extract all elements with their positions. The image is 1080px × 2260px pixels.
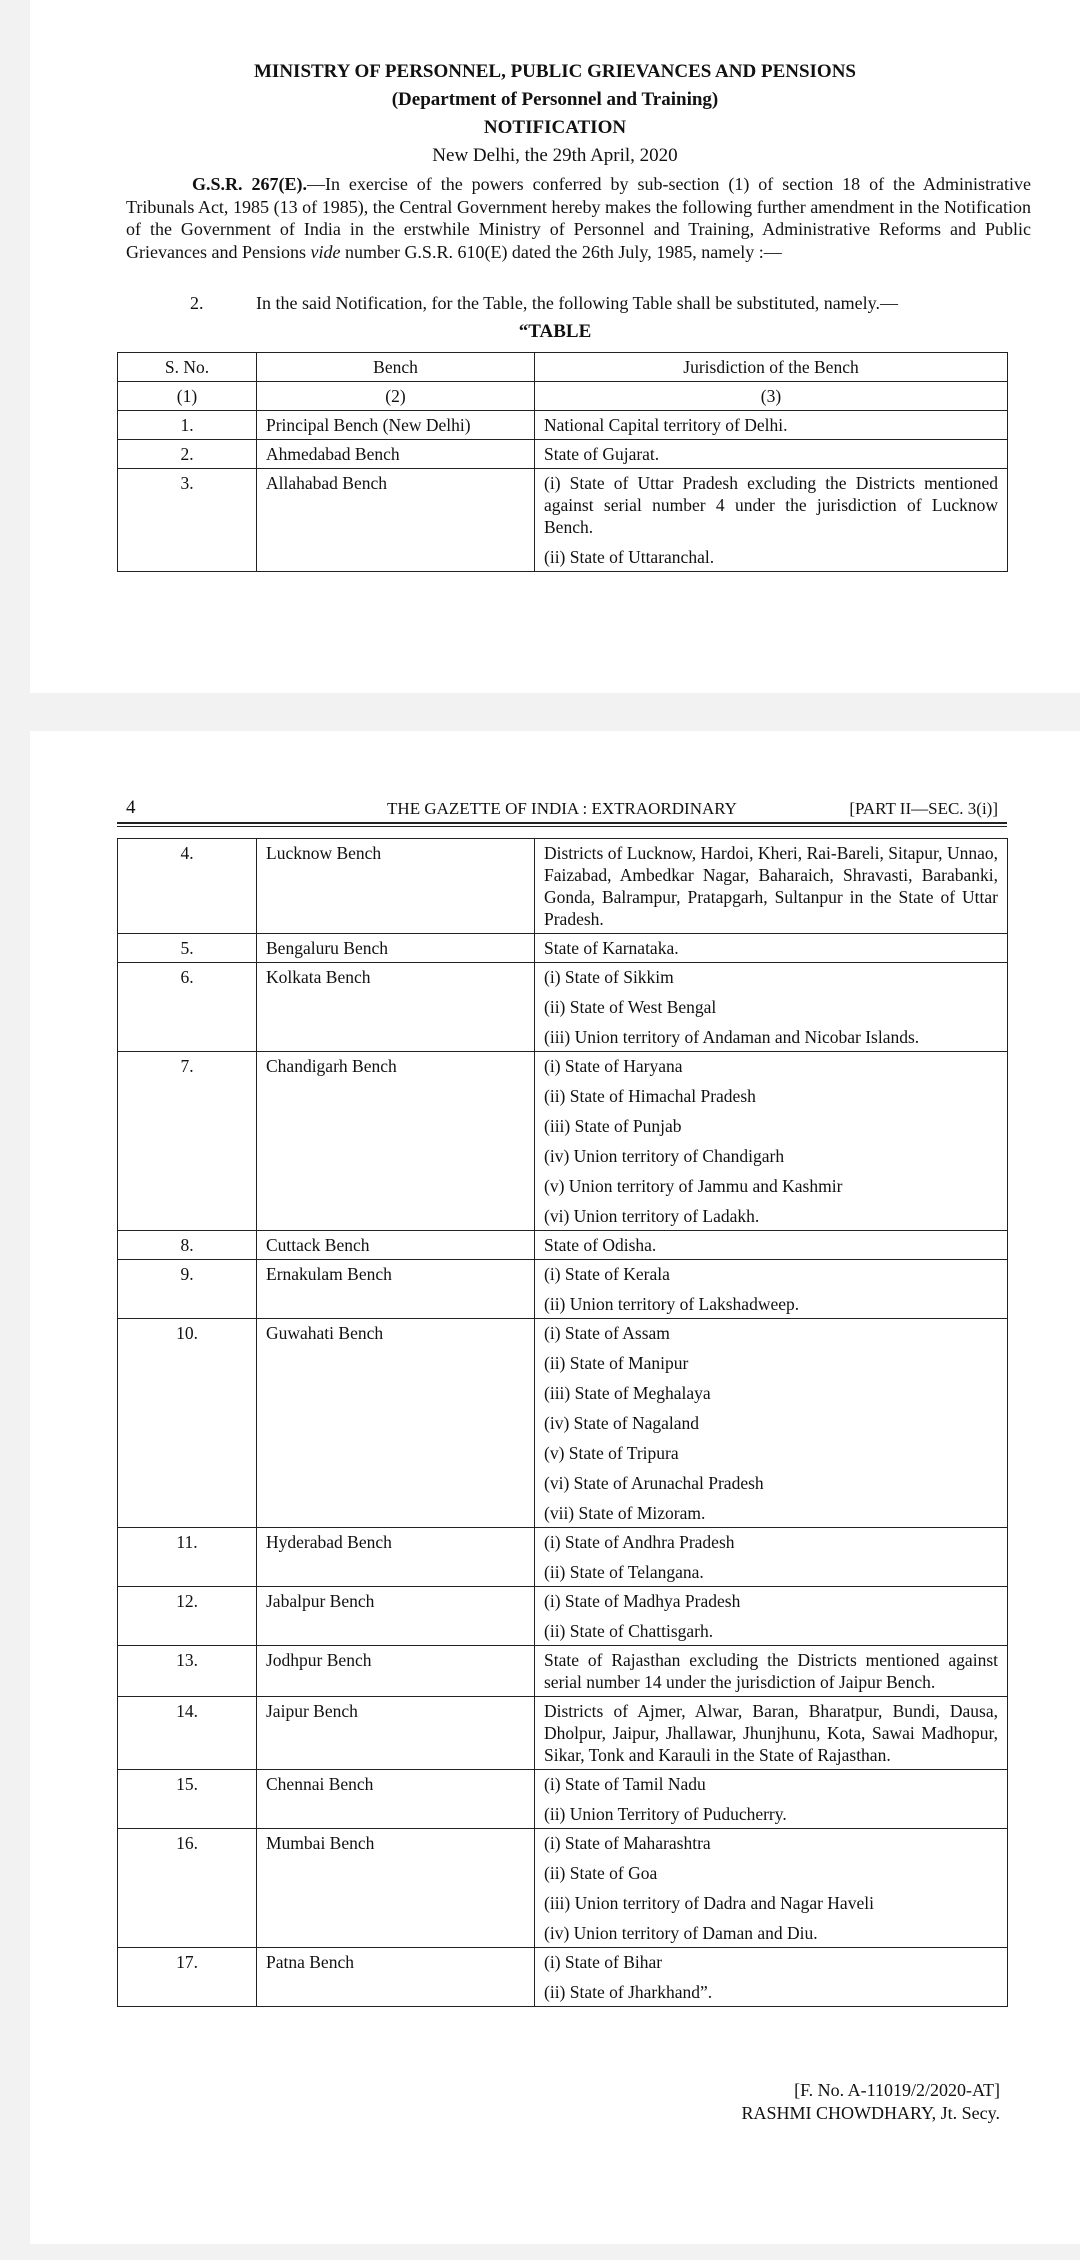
bench-name: Principal Bench (New Delhi) [257,411,535,440]
jurisdiction-cell [535,1697,1008,1770]
gazette-running-header [117,797,1007,819]
header-rule-thin [117,826,1007,827]
jurisdiction-item: (i) State of Maharashtra [544,1833,711,1853]
serial-number: 17. [118,1948,257,2007]
jurisdiction-cell [535,839,1008,934]
jurisdiction-cell [535,469,1008,572]
jurisdiction-item: (i) State of Andhra Pradesh [544,1532,735,1552]
jurisdiction-item: (iii) State of Punjab [544,1116,682,1136]
serial-number: 5. [118,934,257,963]
table-header-row [118,353,1008,382]
serial-number: 2. [118,440,257,469]
jurisdiction-item: (vi) Union territory of Ladakh. [544,1206,760,1226]
jurisdiction-item: (ii) State of West Bengal [544,997,717,1017]
jurisdiction-item: (vii) State of Mizoram. [544,1503,706,1523]
jurisdiction-item: (v) State of Tripura [544,1443,679,1463]
table-row [118,411,1008,440]
jurisdiction-item: (i) State of Sikkim [544,967,674,987]
table-row [118,469,1008,572]
jurisdiction-cell [535,1646,1008,1697]
table-row [118,440,1008,469]
table-row [118,1260,1008,1319]
paragraph-1-vide: vide [310,241,341,262]
table-row [118,1770,1008,1829]
notification-header [30,58,1080,170]
jurisdiction-item: (iii) Union territory of Andaman and Nicobar Islands. [544,1027,920,1047]
column-number-1: (1) [118,382,257,411]
jurisdiction-cell [535,440,1008,469]
jurisdiction-cell [535,1587,1008,1646]
jurisdiction-cell [535,411,1008,440]
table-row [118,1052,1008,1231]
bench-name: Patna Bench [257,1948,535,2007]
serial-number: 16. [118,1829,257,1948]
table-row [118,1231,1008,1260]
signatory: RASHMI CHOWDHARY, Jt. Secy. [741,2103,1000,2123]
bench-name: Ernakulam Bench [257,1260,535,1319]
serial-number: 7. [118,1052,257,1231]
bench-name: Chandigarh Bench [257,1052,535,1231]
paragraph-1 [126,173,1031,263]
serial-number: 8. [118,1231,257,1260]
bench-name: Kolkata Bench [257,963,535,1052]
jurisdiction-item: (iii) State of Meghalaya [544,1383,711,1403]
jurisdiction-item: (iv) Union territory of Daman and Diu. [544,1923,818,1943]
bench-name: Cuttack Bench [257,1231,535,1260]
serial-number: 9. [118,1260,257,1319]
jurisdiction-item: (ii) State of Chattisgarh. [544,1621,714,1641]
jurisdiction-cell [535,1528,1008,1587]
jurisdiction-cell [535,934,1008,963]
bench-name: Chennai Bench [257,1770,535,1829]
jurisdiction-item: (ii) Union Territory of Puducherry. [544,1804,787,1824]
file-number: [F. No. A-11019/2/2020-AT] [794,2080,1000,2100]
jurisdiction-item: (vi) State of Arunachal Pradesh [544,1473,764,1493]
paragraph-1-text: —In exercise of the powers conferred by sub-section (1) of section 18 of the Administrative Tribunals Act, 1985 (13 of 1985), the Central Government hereby makes the following further amendment in the Notification of the Government of India in the erstwhile Ministry of Personnel and Training, Administrative Reforms and Public Grievances and Pensions [126,174,1031,262]
table-row [118,839,1008,934]
jurisdiction-item: (ii) State of Uttaranchal. [544,547,715,567]
table-row [118,1829,1008,1948]
table-row [118,934,1008,963]
part-section: [PART II—SEC. 3(i)] [849,799,998,818]
gazette-title: THE GAZETTE OF INDIA : EXTRAORDINARY [387,799,737,818]
jurisdiction-cell [535,963,1008,1052]
table-row [118,1587,1008,1646]
paragraph-2-number: 2. [190,293,204,313]
serial-number: 14. [118,1697,257,1770]
header-rule-thick [117,822,1007,824]
jurisdiction-item: (i) State of Bihar [544,1952,663,1972]
serial-number: 12. [118,1587,257,1646]
jurisdiction-item: (iv) Union territory of Chandigarh [544,1146,785,1166]
document-page-1 [30,0,1080,693]
jurisdiction-cell [535,1260,1008,1319]
column-number-3: (3) [535,382,1008,411]
jurisdiction-table-part-2 [117,838,1008,2007]
jurisdiction-item: (i) State of Uttar Pradesh excluding the Districts mentioned against serial number 4 under the jurisdiction of Lucknow Bench. [544,473,998,537]
jurisdiction-item: (i) State of Haryana [544,1056,683,1076]
bench-name: Hyderabad Bench [257,1528,535,1587]
jurisdiction-item: (i) State of Tamil Nadu [544,1774,706,1794]
serial-number: 4. [118,839,257,934]
jurisdiction-item: (i) State of Assam [544,1323,670,1343]
jurisdiction-item: (i) State of Kerala [544,1264,670,1284]
column-number-2: (2) [257,382,535,411]
jurisdiction-item: (i) State of Madhya Pradesh [544,1591,741,1611]
serial-number: 1. [118,411,257,440]
page-number: 4 [126,797,136,818]
paragraph-2 [190,291,1030,315]
jurisdiction-item: National Capital territory of Delhi. [544,415,788,435]
jurisdiction-item: State of Rajasthan excluding the Districts mentioned against serial number 14 under the jurisdiction of Jaipur Bench. [544,1650,998,1692]
jurisdiction-item: (ii) State of Telangana. [544,1562,704,1582]
jurisdiction-item: State of Odisha. [544,1235,657,1255]
serial-number: 6. [118,963,257,1052]
jurisdiction-item: (iii) Union territory of Dadra and Nagar Haveli [544,1893,874,1913]
jurisdiction-item: (v) Union territory of Jammu and Kashmir [544,1176,843,1196]
header-sno: S. No. [118,353,257,382]
table-column-number-row [118,382,1008,411]
bench-name: Lucknow Bench [257,839,535,934]
jurisdiction-item: (ii) State of Manipur [544,1353,689,1373]
bench-name: Jaipur Bench [257,1697,535,1770]
bench-name: Allahabad Bench [257,469,535,572]
jurisdiction-cell [535,1948,1008,2007]
gsr-reference: G.S.R. 267(E). [192,174,307,194]
jurisdiction-item: (ii) State of Jharkhand”. [544,1982,713,2002]
table-row [118,1697,1008,1770]
paragraph-2-text: In the said Notification, for the Table, the following Table shall be substituted, namely.— [256,293,899,313]
bench-name: Mumbai Bench [257,1829,535,1948]
notification-date: New Delhi, the 29th April, 2020 [432,145,678,166]
jurisdiction-item: (ii) Union territory of Lakshadweep. [544,1294,800,1314]
bench-name: Ahmedabad Bench [257,440,535,469]
table-row [118,963,1008,1052]
jurisdiction-cell [535,1829,1008,1948]
serial-number: 3. [118,469,257,572]
ministry-title: MINISTRY OF PERSONNEL, PUBLIC GRIEVANCES AND PENSIONS [254,61,856,82]
jurisdiction-item: Districts of Ajmer, Alwar, Baran, Bharatpur, Bundi, Dausa, Dholpur, Jaipur, Jhallawar, Jhunjhunu, Kota, Sawai Madhopur, Sikar, Tonk and Karauli in the State of Rajasthan. [544,1701,998,1765]
table-row [118,1319,1008,1528]
jurisdiction-item: (ii) State of Goa [544,1863,658,1883]
jurisdiction-cell [535,1770,1008,1829]
jurisdiction-cell [535,1319,1008,1528]
jurisdiction-item: State of Gujarat. [544,444,660,464]
jurisdiction-table-part-1 [117,352,1008,572]
document-page-2 [30,731,1080,2244]
jurisdiction-item: (iv) State of Nagaland [544,1413,700,1433]
header-bench: Bench [257,353,535,382]
bench-name: Jabalpur Bench [257,1587,535,1646]
serial-number: 13. [118,1646,257,1697]
paragraph-1-end: number G.S.R. 610(E) dated the 26th July, 1985, namely :— [340,241,782,262]
jurisdiction-item: State of Karnataka. [544,938,679,958]
jurisdiction-cell [535,1052,1008,1231]
notification-title: NOTIFICATION [483,117,627,138]
bench-name: Bengaluru Bench [257,934,535,963]
jurisdiction-item: (ii) State of Himachal Pradesh [544,1086,756,1106]
signature-block [741,2079,1000,2125]
bench-name: Jodhpur Bench [257,1646,535,1697]
jurisdiction-item: Districts of Lucknow, Hardoi, Kheri, Rai-Bareli, Sitapur, Unnao, Faizabad, Ambedkar Nagar, Baharaich, Shravasti, Barabanki, Gonda, Balrampur, Pratapgarh, Sultanpur in the State of Uttar Pradesh. [544,843,998,929]
table-row [118,1646,1008,1697]
serial-number: 15. [118,1770,257,1829]
serial-number: 11. [118,1528,257,1587]
header-jurisdiction: Jurisdiction of the Bench [535,353,1008,382]
department-title: (Department of Personnel and Training) [391,89,719,110]
table-row [118,1528,1008,1587]
table-row [118,1948,1008,2007]
table-caption: “TABLE [518,321,592,342]
bench-name: Guwahati Bench [257,1319,535,1528]
jurisdiction-cell [535,1231,1008,1260]
serial-number: 10. [118,1319,257,1528]
